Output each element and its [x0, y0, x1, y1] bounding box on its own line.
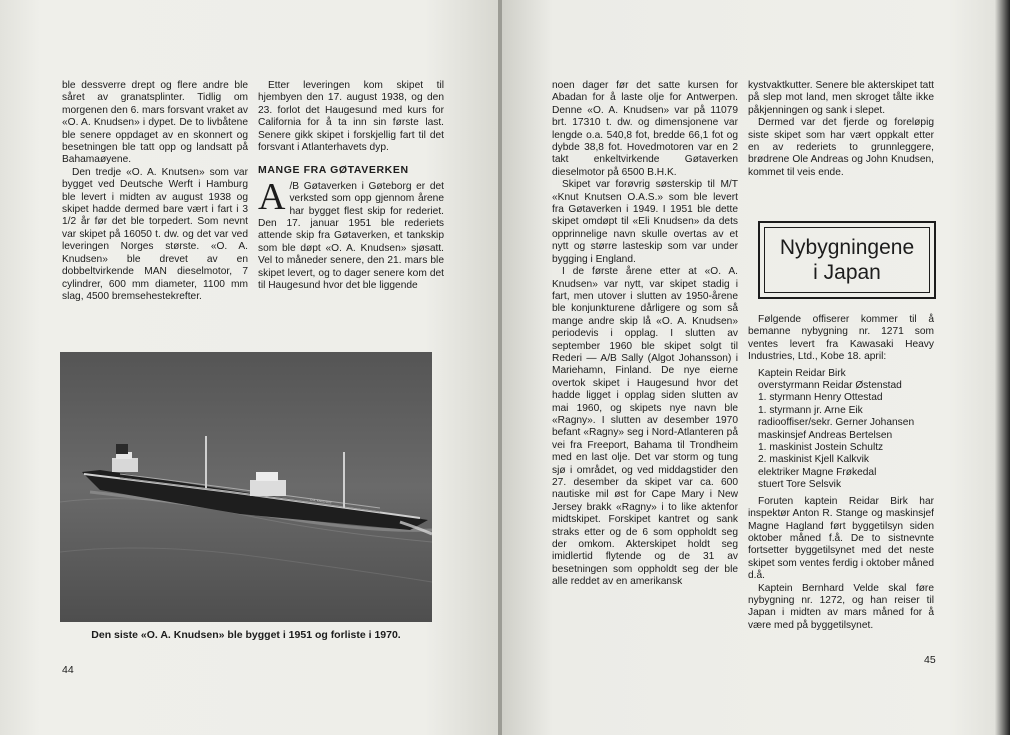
list-item: elektriker Magne Frøkedal [758, 466, 877, 478]
box-title-line-2: i Japan [813, 261, 881, 284]
paragraph [258, 175, 444, 293]
ship-photo [60, 352, 432, 622]
crew-list [748, 368, 934, 492]
paragraph-body: /B Gøtaverken i Gøteborg er det verksted som opp gjennom årene har bygget flest skip for rederiet. Den 17. januar 1951 ble rederiets attende skip fra Gøtaverken, et tankskip som ble døpt «O. A. Knudsen» sjøsatt. Vel to måneder senere, den 21. mars ble skipet levert, og to dager senere kom det til Haugesund hvor det ble liggende [258, 180, 444, 292]
ship-hull-name: O.A. KNUDSEN [309, 497, 332, 505]
right-page [502, 0, 1010, 735]
paragraph: Skipet var forøvrig søsterskip til M/T «Knut Knutsen O.A.S.» som ble levert fra Gøtaverken i 1949. I 1951 ble dette skipet omdøpt til «Eli Knudsen» da dets opprinnelige navn skulle overtas av et nytt og større lasteskip som var under bygging i England. [552, 179, 738, 265]
list-item: overstyrmann Reidar Østenstad [758, 380, 902, 392]
paragraph: Følgende offiserer kommer til å bemanne nybygning nr. 1271 som ventes levert fra Kawasaki Heavy Industries, Ltd., Kobe 18. april: [748, 314, 934, 363]
list-item: maskinsjef Andreas Bertelsen [758, 429, 893, 441]
drop-cap: A [258, 175, 286, 218]
ship-photo-illustration [60, 352, 432, 622]
left-column-1 [62, 80, 248, 303]
page-number: 45 [924, 654, 936, 666]
right-column-2-bottom [748, 314, 934, 632]
page-number: 44 [62, 664, 74, 676]
box-title-line-1: Nybygningene [779, 236, 915, 259]
left-page [0, 0, 500, 735]
list-item: Kaptein Reidar Birk [758, 367, 846, 379]
section-heading: MANGE FRA GØTAVERKEN [258, 164, 409, 177]
left-column-2 [258, 80, 444, 293]
list-item: 2. maskinist Kjell Kalkvik [758, 454, 869, 466]
paragraph: Foruten kaptein Reidar Birk har inspektør Anton R. Stange og maskinsjef Magne Hagland ført byggetilsyn siden oktober måned f.å. De to sistnevnte fortsetter byggetilsynet med det neste skipet som ventes ferdig i oktober måned d.å. [748, 495, 934, 582]
section-title-box [758, 221, 936, 299]
paragraph: ble dessverre drept og flere andre ble såret av granatsplinter. Tidlig om morgenen den 6. mars forsvant vraket av «O. A. Knudsen» i dypet. De to livbåtene ble senere oppdaget av en skonnert og besetningen ble tatt opp og landsatt på Bahamaøyene. [62, 80, 248, 166]
paragraph: I de første årene etter at «O. A. Knudsen» var nytt, var skipet stadig i fart, men utover i slutten av 1950-årene ble konjunkturene dårligere og som så mange andre skip lå «O. A. Knudsen» periodevis i opplag. I slutten av september 1960 ble skipet solgt til Rederi — A/B Sally (Algot Johansson) i Mariehamn, Finland. De nye eierne overtok skipet i Haugesund hvor det hadde ligget i opplag siden slutten av mai 1960, og skipets nye navn ble «Ragny». I slutten av desember 1970 befant «Ragny» seg i Nord-Atlanteren på vei fra Freeport, Bahama til Trondheim med en last olje. Det var storm og tung sjø i området, og ved middagstider den 27. desember da skipet var ca. 600 nautiske mil øst for Cape Mary i New Jersey brakk «Ragny» i to like aktenfor midtskipet. Forskipet kantret og sank straks etter og de 6 som oppholdt seg der omkom. Akterskipet holdt seg imidlertid flytende og de 31 av besetningen som oppholdt seg der ble alle reddet av en amerikansk [552, 266, 738, 588]
list-item: radiooffiser/sekr. Gerner Johansen [758, 417, 915, 429]
list-item: 1. styrmann jr. Arne Eik [758, 404, 863, 416]
section-title-box-inner [764, 227, 930, 293]
paragraph: Etter leveringen kom skipet til hjembyen den 17. august 1938, og den 23. forlot det Haugesund med kurs for California for å ta inn sin første last. Senere gikk skipet i forskjellig fart til det forsvant i Atlanterhavets dyp. [258, 80, 444, 154]
paragraph: Kaptein Bernhard Velde skal føre nybygning nr. 1272, og han reiser til Japan i midten av mars måned for å være med på byggetilsynet. [748, 582, 934, 631]
photo-caption: Den siste «O. A. Knudsen» ble bygget i 1951 og forliste i 1970. [91, 629, 401, 641]
paragraph: kystvaktkutter. Senere ble akterskipet tatt på slep mot land, men skroget tålte ikke påkjenningen og sank i slepet. [748, 80, 934, 116]
paragraph: Den tredje «O. A. Knutsen» som var bygget ved Deutsche Werft i Hamburg ble levert i midten av august 1938 og skipet hadde dermed bare vært i fart i 3 1/2 år før det ble torpedert. Som nevnt var skipet på 16050 t. dw. og det var ved leveringen Norges største. «O. A. Knudsen» ble drevet av en dobbeltvirkende MAN dieselmotor, 7 cylindrer, 600 mm diameter, 1100 mm slag, 4500 bremsehestekrefter. [62, 166, 248, 302]
right-column-1 [552, 80, 738, 589]
list-item: 1. maskinist Jostein Schultz [758, 442, 884, 454]
paragraph: Dermed var det fjerde og foreløpig siste skipet som har vært oppkalt etter en av rederiets to grunnleggere, brødrene Ole Andreas og John Knudsen, kommet til veis ende. [748, 117, 934, 178]
right-column-2-top [748, 80, 934, 179]
paragraph: noen dager før det satte kursen for Abadan for å laste olje for Antwerpen. Denne «O. A. Knudsen» var på 11079 brt. 17310 t. dw. og dimensjonene var lengde o.a. 540,8 fot, bredde 66,1 fot og dybde 38,8 fot. Hovedmotoren var en 2 takt enkeltvirkende Gøtaverken dieselmotor på 6500 B.H.K. [552, 80, 738, 178]
list-item: 1. styrmann Henry Ottestad [758, 392, 883, 404]
list-item: stuert Tore Selsvik [758, 479, 842, 491]
